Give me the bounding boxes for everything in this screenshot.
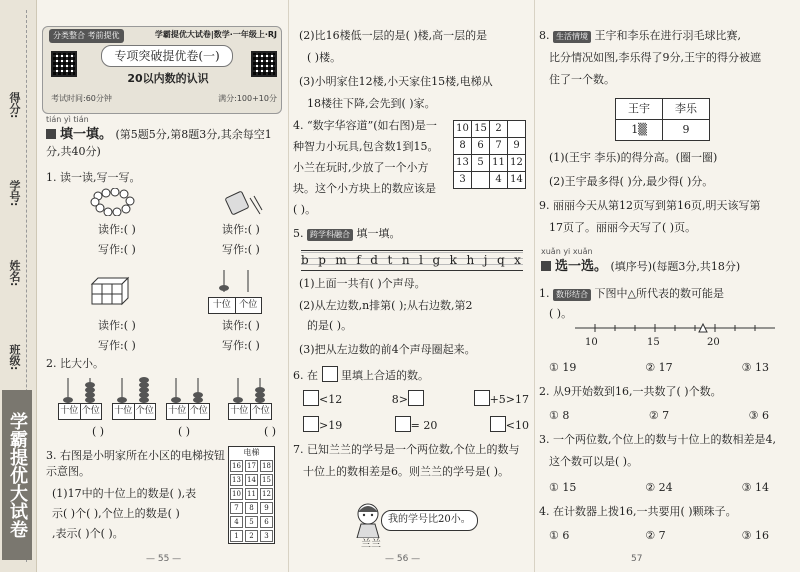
exam-score: 满分:100+10分 bbox=[218, 94, 277, 103]
column-2 bbox=[288, 0, 533, 572]
elevator-button: 11 bbox=[245, 488, 258, 500]
consonant-letter: t bbox=[387, 253, 395, 267]
q2-text: 2. 比大小。 bbox=[46, 357, 104, 370]
consonant-letter: b bbox=[301, 253, 311, 267]
section2-note: (填序号)(每题3分,共18分) bbox=[610, 259, 741, 273]
q8-sub1: (1)(王宇 李乐)的得分高。(圈一圈) bbox=[549, 151, 718, 164]
q3-sub3b: 18楼往下降,会先到( )家。 bbox=[307, 97, 436, 110]
q1-read-a: 读作:( ) bbox=[98, 223, 136, 236]
score-value-wang: 1▒ bbox=[616, 120, 663, 141]
elevator-button: 1 bbox=[230, 530, 243, 542]
q3-sub2a: (2)比16楼低一层的是( )楼,高一层的是 bbox=[299, 29, 488, 42]
option[interactable]: ① 6 bbox=[549, 529, 570, 542]
q1-write-a: 写作:( ) bbox=[98, 243, 136, 256]
option[interactable]: ② 7 bbox=[645, 529, 666, 542]
q3-sub1a: (1)17中的十位上的数是( ),表 bbox=[52, 487, 197, 500]
binding-spine bbox=[0, 0, 37, 572]
consonant-letter: g bbox=[432, 253, 443, 267]
number-shape-badge: 数形结合 bbox=[553, 289, 591, 301]
q3-text: 3. 右图是小明家所在小区的电梯按钮示意图。 bbox=[46, 449, 225, 478]
q6-text: 6. 在 里填上合适的数。 bbox=[293, 366, 429, 384]
spine-label-name: 姓名: bbox=[8, 260, 21, 287]
elevator-button: 4 bbox=[230, 516, 243, 528]
q6-row2: >19 = 20 <10 bbox=[303, 416, 529, 434]
page-number-2: — 56 — bbox=[385, 553, 421, 564]
elevator-button: 12 bbox=[260, 488, 273, 500]
elevator-row bbox=[229, 529, 274, 543]
elevator-button: 2 bbox=[245, 530, 258, 542]
consonant-letter: m bbox=[335, 253, 349, 267]
q1-read-d: 读作:( ) bbox=[222, 319, 260, 332]
option[interactable]: ① 19 bbox=[549, 361, 577, 374]
puzzle-cell: 9 bbox=[508, 138, 526, 155]
q3-sub2b: ( )楼。 bbox=[307, 51, 342, 64]
column-3 bbox=[534, 0, 797, 572]
section-choose bbox=[541, 246, 795, 276]
elevator-button: 7 bbox=[230, 502, 243, 514]
pv-label-2: 十位 个位 bbox=[112, 403, 156, 420]
pv-label-4: 十位 个位 bbox=[228, 403, 272, 420]
s1-close: ( )。 bbox=[549, 307, 573, 320]
q7-text-a: 7. 已知兰兰的学号是一个两位数,个位上的数与 bbox=[293, 443, 520, 456]
q3-sub1c: ,表示( )个( )。 bbox=[52, 527, 124, 540]
page-number-1: — 55 — bbox=[146, 553, 182, 564]
elevator-button: 14 bbox=[245, 474, 258, 486]
consonant-letter: j bbox=[483, 253, 490, 267]
answer-box bbox=[322, 366, 338, 382]
q9-text-a: 9. 丽丽今天从第12页写到第16页,明天该写第 bbox=[539, 199, 761, 212]
spine-label-id: 学号: bbox=[8, 180, 21, 207]
numberline-label-10: 10 bbox=[585, 337, 598, 348]
bullet-icon bbox=[46, 129, 56, 139]
s3-options bbox=[549, 480, 769, 496]
elevator-buttons bbox=[229, 459, 274, 543]
answer-box[interactable] bbox=[303, 390, 319, 406]
answer-box[interactable] bbox=[395, 416, 411, 432]
exam-header bbox=[42, 26, 282, 114]
elevator-button: 5 bbox=[245, 516, 258, 528]
number-line bbox=[575, 322, 775, 336]
s2-options bbox=[549, 408, 769, 424]
option[interactable]: ③ 16 bbox=[741, 529, 769, 542]
column-1 bbox=[38, 0, 284, 572]
qr-code-icon bbox=[251, 51, 277, 77]
compare-blank-2[interactable]: ( ) bbox=[178, 425, 191, 438]
life-context-badge: 生活情境 bbox=[553, 31, 591, 43]
puzzle-cell: 8 bbox=[454, 138, 472, 155]
puzzle-cell: 2 bbox=[490, 121, 508, 138]
option[interactable]: ① 8 bbox=[549, 409, 570, 422]
q8-text-b: 比分情况如图,李乐得了9分,王宇的得分被遮 bbox=[549, 51, 761, 64]
abacus-q1 bbox=[208, 268, 262, 314]
section2-pinyin: xuǎn yi xuǎn bbox=[541, 247, 593, 256]
answer-box[interactable] bbox=[303, 416, 319, 432]
s3-text-a: 3. 一个两位数,个位上的数与十位上的数相差是4, bbox=[539, 433, 776, 446]
elevator-row bbox=[229, 459, 274, 473]
puzzle-cell: 12 bbox=[508, 155, 526, 172]
place-value-labels: 十位 个位 bbox=[208, 297, 262, 314]
answer-box[interactable] bbox=[474, 390, 490, 406]
q5-sub2a: (2)从左边数,n排第( );从右边数,第2 bbox=[299, 299, 473, 312]
puzzle-cell: 7 bbox=[490, 138, 508, 155]
q9-text-b: 17页了。丽丽今天写了( )页。 bbox=[549, 221, 697, 234]
elevator-row bbox=[229, 501, 274, 515]
option[interactable]: ① 15 bbox=[549, 481, 577, 494]
q8-text-c: 住了一个数。 bbox=[549, 73, 615, 86]
elevator-button: 18 bbox=[260, 460, 273, 472]
elevator-button: 9 bbox=[260, 502, 273, 514]
page-number-3: 57 bbox=[631, 553, 643, 564]
elevator-button: 8 bbox=[245, 502, 258, 514]
cross-subject-badge: 跨学科融合 bbox=[307, 229, 353, 241]
answer-box[interactable] bbox=[490, 416, 506, 432]
consonant-letter: d bbox=[370, 253, 380, 267]
consonant-letter: h bbox=[466, 253, 477, 267]
stick-bundle-icon bbox=[224, 188, 264, 218]
compare-blank-3[interactable]: ( ) bbox=[264, 425, 277, 438]
numberline-label-20: 20 bbox=[707, 337, 720, 348]
exam-time: 考试时间:60分钟 bbox=[51, 94, 112, 103]
elevator-button: 16 bbox=[230, 460, 243, 472]
option[interactable]: ② 24 bbox=[645, 481, 673, 494]
consonant-letter: q bbox=[496, 253, 507, 267]
q3-sub1b: 示( )个( ),个位上的数是( ) bbox=[52, 507, 180, 520]
q3-sub3a: (3)小明家住12楼,小天家住15楼,电梯从 bbox=[299, 75, 493, 88]
puzzle-cell: 6 bbox=[472, 138, 490, 155]
exam-subtitle: 20以内数的认识 bbox=[127, 72, 209, 85]
puzzle-cell: 13 bbox=[454, 155, 472, 172]
consonant-letter: n bbox=[401, 253, 412, 267]
q5-header: 5. 跨学科融合 填一填。 bbox=[293, 227, 401, 240]
exam-meta bbox=[51, 93, 277, 105]
q6-row1: <12 8> +5>17 bbox=[303, 390, 529, 408]
answer-box[interactable] bbox=[408, 390, 424, 406]
score-name-li: 李乐 bbox=[663, 99, 710, 120]
q1-read-c: 读作:( ) bbox=[98, 319, 136, 332]
qr-code-icon bbox=[51, 51, 77, 77]
pv-label-3: 十位 个位 bbox=[166, 403, 210, 420]
puzzle-cell bbox=[472, 172, 490, 189]
puzzle-cell: 15 bbox=[472, 121, 490, 138]
q1-write-c: 写作:( ) bbox=[98, 339, 136, 352]
speech-bubble: 我的学号比20小。 bbox=[381, 510, 478, 531]
puzzle-cell bbox=[508, 121, 526, 138]
q1-text: 1. 读一读,写一写。 bbox=[46, 171, 141, 184]
abacus-beads-icon bbox=[60, 376, 280, 404]
q5-sub2b: 的是( )。 bbox=[307, 319, 353, 332]
option[interactable]: ③ 6 bbox=[748, 409, 769, 422]
elevator-button: 17 bbox=[245, 460, 258, 472]
scoreboard bbox=[615, 98, 710, 141]
series-label: 学霸提优大试卷|数学·一年级上·RJ bbox=[154, 30, 277, 39]
s4-text: 4. 在计数器上拨16,一共要用( )颗珠子。 bbox=[539, 505, 737, 518]
puzzle-cell: 14 bbox=[508, 172, 526, 189]
puzzle-cell: 11 bbox=[490, 155, 508, 172]
section-title: 填一填。 bbox=[46, 127, 112, 142]
option[interactable]: ③ 13 bbox=[741, 361, 769, 374]
numberline-label-15: 15 bbox=[647, 337, 660, 348]
q8-header: 8. 生活情境 王宇和李乐在进行羽毛球比赛, bbox=[539, 29, 741, 42]
consonant-letter: p bbox=[318, 253, 328, 267]
puzzle-cell: 5 bbox=[472, 155, 490, 172]
s2-text: 2. 从9开始数到16,一共数了( )个数。 bbox=[539, 385, 722, 398]
section-fill bbox=[46, 114, 282, 160]
elevator-button: 15 bbox=[260, 474, 273, 486]
q5-sub3: (3)把从左边数的前4个声母圈起来。 bbox=[299, 343, 476, 356]
s4-options bbox=[549, 528, 769, 544]
bead-ring-icon bbox=[90, 188, 136, 216]
elevator-panel bbox=[228, 446, 275, 544]
elevator-row bbox=[229, 487, 274, 501]
q5-sub1: (1)上面一共有( )个声母。 bbox=[299, 277, 426, 290]
bullet-icon bbox=[541, 261, 551, 271]
elevator-row bbox=[229, 515, 274, 529]
q1-read-b: 读作:( ) bbox=[222, 223, 260, 236]
s1-header: 1. 数形结合 下图中△所代表的数可能是 bbox=[539, 287, 724, 300]
spine-label-class: 班级: bbox=[8, 344, 21, 371]
compare-blank-1[interactable]: ( ) bbox=[92, 425, 105, 438]
consonant-letter: x bbox=[514, 253, 523, 267]
spine-label-score: 得分: bbox=[8, 92, 21, 119]
option[interactable]: ② 17 bbox=[645, 361, 673, 374]
elevator-row bbox=[229, 473, 274, 487]
section-pinyin: tián yì tián bbox=[46, 115, 89, 124]
consonant-letter: f bbox=[356, 253, 363, 267]
exam-title: 专项突破提优卷(一) bbox=[101, 45, 233, 67]
option[interactable]: ③ 14 bbox=[741, 481, 769, 494]
consonant-letter: k bbox=[449, 253, 459, 267]
s3-text-b: 这个数可以是( )。 bbox=[549, 455, 639, 468]
pv-label-1: 十位 个位 bbox=[58, 403, 102, 420]
q4-text: 4. “数字华容道”(如右图)是一 种智力小玩具,包含数1到15。 小兰在玩时,少放了一个小方 块。这个小方块上的数应该是 ( )。 bbox=[293, 119, 439, 216]
number-puzzle-grid bbox=[453, 120, 526, 189]
abacus-rods-icon bbox=[208, 268, 262, 292]
elevator-button: 13 bbox=[230, 474, 243, 486]
brand-strip: 学霸提优大试卷 bbox=[2, 390, 32, 560]
q1-write-b: 写作:( ) bbox=[222, 243, 260, 256]
q7-text-b: 十位上的数相差是6。则兰兰的学号是( )。 bbox=[303, 465, 510, 478]
section2-title: 选一选。 bbox=[541, 259, 607, 274]
cube-stack-icon bbox=[90, 272, 130, 306]
score-name-wang: 王宇 bbox=[616, 99, 663, 120]
section-note: (第5题5分,第8题3分,其余每空1分,共40分) bbox=[46, 127, 272, 159]
elevator-button: 3 bbox=[260, 530, 273, 542]
elevator-button: 10 bbox=[230, 488, 243, 500]
elevator-button: 6 bbox=[260, 516, 273, 528]
elevator-title: 电梯 bbox=[243, 448, 260, 457]
character-name: 兰兰 bbox=[361, 539, 381, 550]
puzzle-cell: 10 bbox=[454, 121, 472, 138]
girl-avatar-icon bbox=[353, 502, 383, 538]
q1-write-d: 写作:( ) bbox=[222, 339, 260, 352]
score-value-li: 9 bbox=[663, 120, 710, 141]
consonant-letter: l bbox=[419, 253, 425, 267]
s1-options bbox=[549, 360, 769, 376]
option[interactable]: ② 7 bbox=[648, 409, 670, 422]
q8-sub2: (2)王宇最多得( )分,最少得( )分。 bbox=[549, 175, 714, 188]
header-tag: 分类整合 考前提优 bbox=[49, 29, 124, 43]
consonant-letters bbox=[301, 250, 523, 271]
puzzle-cell: 4 bbox=[490, 172, 508, 189]
puzzle-cell: 3 bbox=[454, 172, 472, 189]
